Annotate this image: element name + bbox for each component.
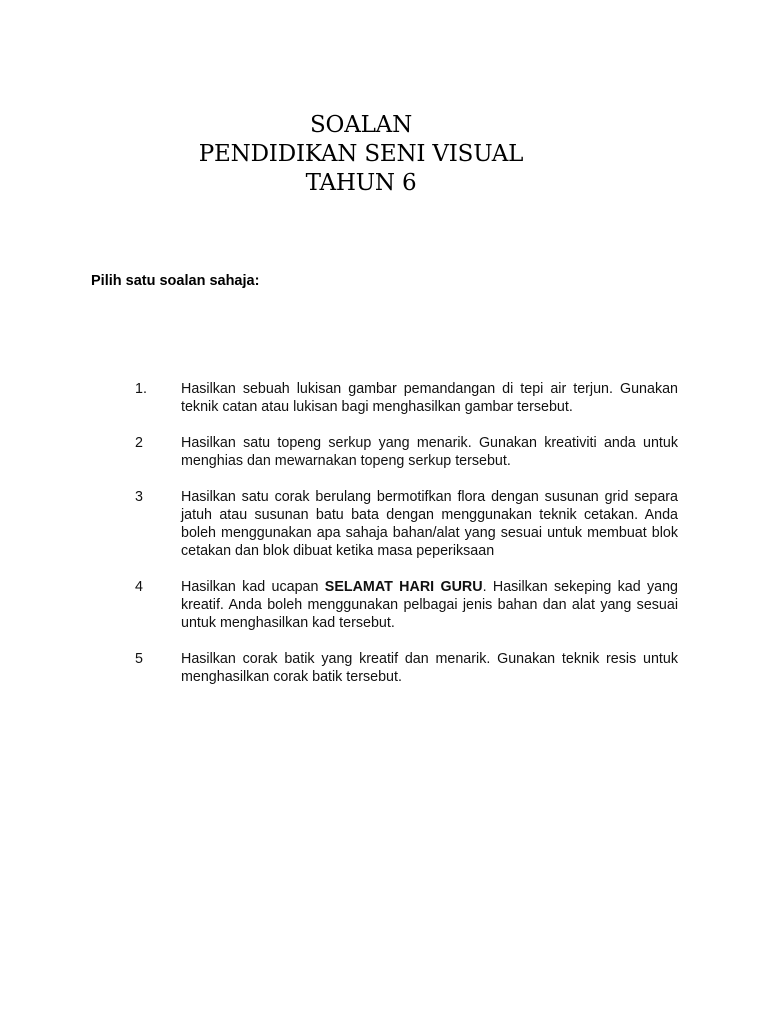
- question-number: 3: [135, 489, 143, 505]
- question-text: Hasilkan sebuah lukisan gambar pemandangan di tepi air terjun. Gunakan teknik catan atau lukisan bagi menghasilkan gambar tersebut.: [181, 381, 678, 415]
- title-line-3: TAHUN 6: [305, 170, 417, 196]
- title-line-1: SOALAN: [309, 112, 413, 138]
- card-greeting-emphasis: SELAMAT HARI GURU: [324, 579, 483, 595]
- question-item-2: [0, 434, 768, 470]
- question-text: Hasilkan corak batik yang kreatif dan menarik. Gunakan teknik resis untuk menghasilkan corak batik tersebut.: [181, 651, 678, 685]
- question-item-1: [0, 380, 768, 416]
- question-text-end: . Hasilkan sekeping kad yang kreatif. Anda boleh menggunakan pelbagai jenis bahan dan alat yang sesuai untuk menghasilkan kad tersebut.: [181, 579, 678, 631]
- question-item-4: [0, 578, 768, 632]
- question-item-3: [0, 488, 768, 560]
- title-line-2: PENDIDIKAN SENI VISUAL: [198, 141, 524, 167]
- question-text: Hasilkan satu corak berulang bermotifkan flora dengan susunan grid separa jatuh atau susunan batu bata dengan menggunakan teknik cetakan. Anda boleh menggunakan apa sahaja bahan/alat yang sesuai untuk membuat blok cetakan dan blok dibuat ketika masa peperiksaan: [181, 489, 678, 559]
- question-item-5: [0, 650, 768, 686]
- document-title: [0, 111, 722, 198]
- question-number: 1.: [135, 381, 147, 397]
- question-number: 5: [135, 651, 143, 667]
- question-number: 2: [135, 435, 143, 451]
- question-number: 4: [135, 579, 143, 595]
- question-text: Hasilkan satu topeng serkup yang menarik. Gunakan kreativiti anda untuk menghias dan mewarnakan topeng serkup tersebut.: [181, 435, 678, 469]
- question-list: [0, 380, 768, 704]
- question-text-start: Hasilkan kad ucapan: [181, 579, 325, 595]
- instruction-text: Pilih satu soalan sahaja:: [91, 273, 260, 289]
- question-text: [181, 578, 678, 632]
